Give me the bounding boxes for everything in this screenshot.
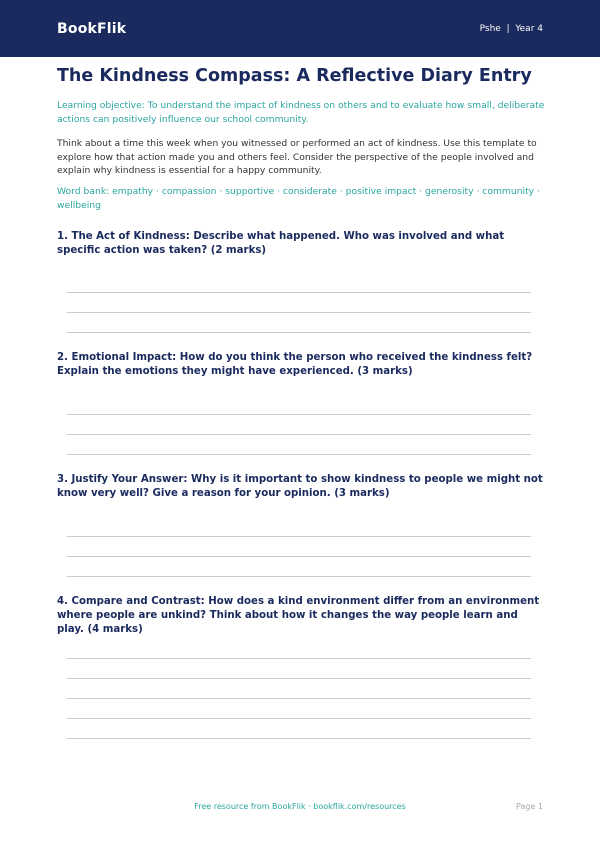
answer-line[interactable]: [67, 454, 531, 455]
answer-line[interactable]: [67, 434, 531, 435]
header-separator: |: [506, 23, 510, 34]
answer-line[interactable]: [67, 658, 531, 659]
word-bank: Word bank: empathy · compassion · supportive · considerate · positive impact · generosity · community · wellbeing: [57, 186, 540, 211]
worksheet-title: The Kindness Compass: A Reflective Diary Entry: [57, 66, 532, 86]
year-label: Year 4: [515, 23, 543, 34]
answer-line[interactable]: [67, 312, 531, 313]
question-3: 3. Justify Your Answer: Why is it important to show kindness to people we might not know very well? Give a reason for your opinion. (3 marks): [57, 474, 543, 499]
answer-line[interactable]: [67, 698, 531, 699]
learning-objective: Learning objective: To understand the impact of kindness on others and to evaluate how small, deliberate actions can positively influence our school community.: [57, 100, 545, 125]
page-number: Page 1: [516, 802, 543, 811]
question-4: 4. Compare and Contrast: How does a kind environment differ from an environment where people are unkind? Think about how it changes the way people learn and play. (4 marks): [57, 596, 540, 635]
answer-line[interactable]: [67, 536, 531, 537]
question-2: 2. Emotional Impact: How do you think the person who received the kindness felt? Explain the emotions they might have experienced. (3 marks): [57, 352, 533, 377]
brand-logo-text: BookFlik: [57, 20, 127, 37]
question-1: 1. The Act of Kindness: Describe what happened. Who was involved and what specific action was taken? (2 marks): [57, 231, 505, 256]
answer-line[interactable]: [67, 718, 531, 719]
instructions-text: Think about a time this week when you witnessed or performed an act of kindness. Use this template to explore how that action made you and others feel. Consider the perspective of the people involved and explain why kindness is essential for a happy community.: [57, 138, 537, 177]
answer-line[interactable]: [67, 738, 531, 739]
subject-label: Pshe: [479, 23, 501, 34]
subject-year-label: [480, 24, 543, 34]
page-header: [0, 0, 600, 57]
answer-line[interactable]: [67, 292, 531, 293]
answer-line[interactable]: [67, 332, 531, 333]
footer-credit: Free resource from BookFlik · bookflik.com/resources: [194, 802, 406, 811]
answer-line[interactable]: [67, 678, 531, 679]
answer-line[interactable]: [67, 414, 531, 415]
answer-line[interactable]: [67, 556, 531, 557]
answer-line[interactable]: [67, 576, 531, 577]
